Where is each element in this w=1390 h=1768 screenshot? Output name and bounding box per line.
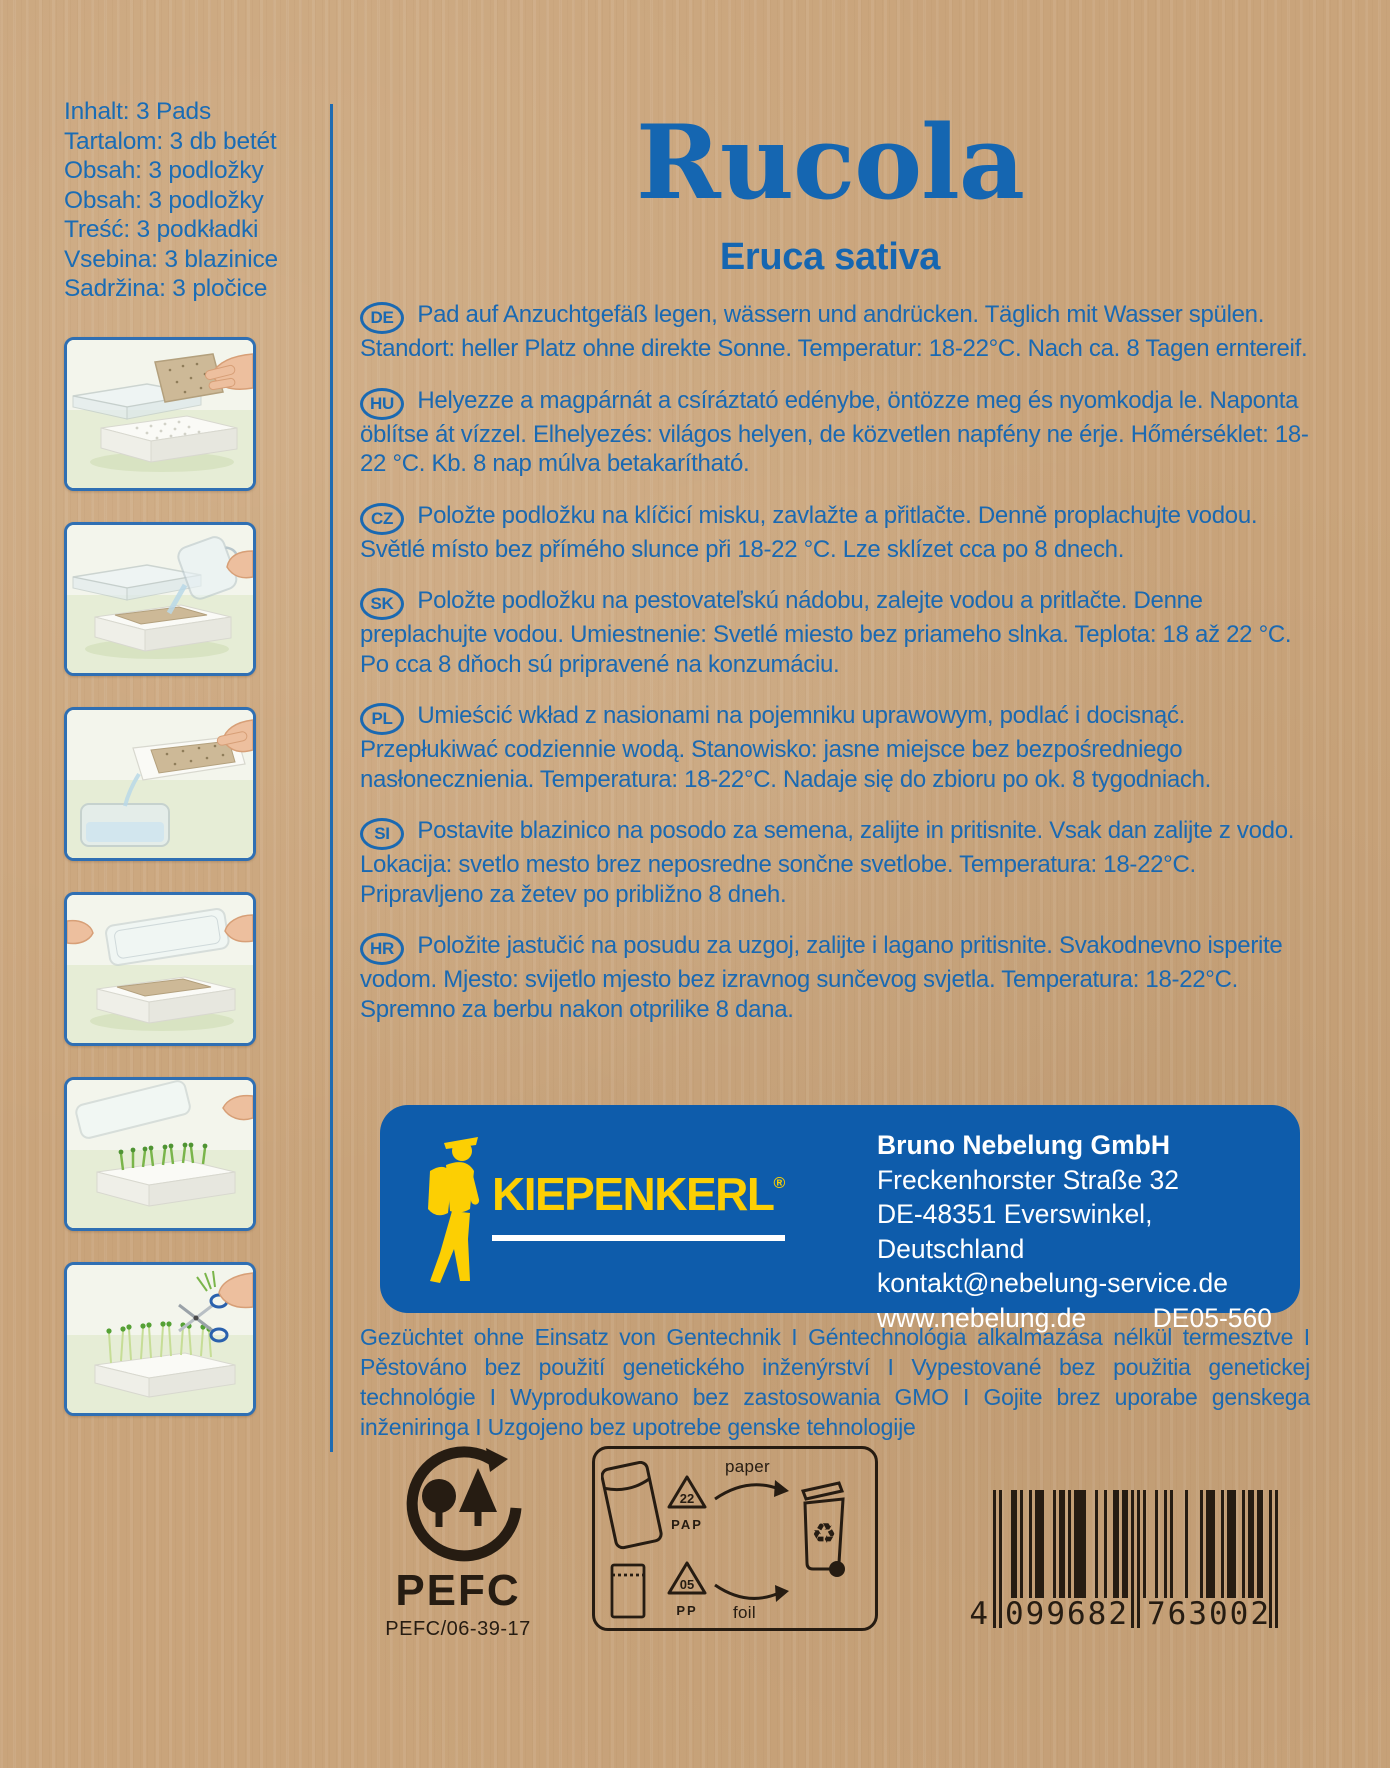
barcode-bar [1260, 1490, 1263, 1598]
foil-recycling-code: 05 [679, 1577, 695, 1592]
botanical-name: Eruca sativa [719, 236, 941, 278]
contents-item: Sadržina: 3 pločice [64, 275, 268, 302]
barcode-bar [1212, 1490, 1215, 1598]
barcode-bar [1164, 1490, 1167, 1598]
instruction-de: DE Pad auf Anzuchtgefäß legen, wässern und andrücken. Täglich mit Wasser spülen. Standort: heller Platz ohne direkte Sonne. Temperatur: 18-22°C. Nach ca. 8 Tagen erntereif. [360, 301, 1308, 362]
contents-item: Inhalt: 3 Pads [64, 98, 212, 125]
lang-badge-pl: PL [360, 703, 404, 735]
brand-name: KIEPENKERL [492, 1168, 774, 1220]
photo-step-4-cover-with-lid [64, 892, 256, 1046]
foil-material-code: PP [676, 1603, 698, 1618]
barcode-bar [1143, 1490, 1146, 1598]
kiepenkerl-figure-icon [416, 1131, 494, 1287]
lang-badge-hr: HR [360, 933, 404, 965]
recycling-triangle-pap-icon [665, 1473, 709, 1515]
barcode-bar [1275, 1490, 1278, 1628]
barcode-bar [1020, 1490, 1023, 1598]
barcode-bar [1185, 1490, 1188, 1598]
photo-step-6-harvest-with-scissors [64, 1262, 256, 1416]
lang-badge-cz: CZ [360, 503, 404, 535]
pefc-label: PEFC [395, 1566, 521, 1615]
website: www.nebelung.de [877, 1302, 1087, 1333]
contents-item: Obsah: 3 podložky [64, 157, 264, 184]
brand-panel [380, 1105, 1300, 1333]
recycle-glyph: ♻ [811, 1518, 837, 1549]
barcode-bar [1155, 1490, 1158, 1598]
ean-barcode [950, 1490, 1290, 1662]
barcode-bar [1029, 1490, 1032, 1598]
lid-illustration [67, 895, 253, 1043]
email: kontakt@nebelung-service.de [877, 1268, 1228, 1298]
contents-item: Vsebina: 3 blazinice [64, 245, 278, 273]
barcode-bar [1251, 1490, 1254, 1598]
pefc-code: PEFC/06-39-17 [385, 1618, 531, 1640]
registered-mark: ® [773, 1175, 786, 1192]
barcode-group2: 763002 [1147, 1596, 1271, 1632]
contents-item: Obsah: 3 podložky [64, 186, 264, 214]
foil-sachet-icon [609, 1559, 647, 1621]
contents-list [64, 97, 278, 304]
barcode-bar [1062, 1490, 1065, 1598]
instruction-sk: SK Položte podložku na pestovateľskú nádobu, zalejte vodou a pritlačte. Denne preplachujte vodou. Umiestnenie: Svetlé miesto bez priameho slnka. Teplota: 18 až 22 °C. Po cca 8 dňoch sú pripravené na konzumáciu. [360, 587, 1292, 678]
lang-badge-si: SI [360, 818, 404, 850]
instruction-hr: HR Položite jastučić na posudu za uzgoj, zalijte i lagano pritisnite. Svakodnevno isperite vodom. Mjesto: svijetlo mjesto bez izravnog sunčevog svjetla. Temperatura: 18-22°C. Spremno za berbu nakon otprilike 8 dana. [360, 932, 1283, 1023]
lang-badge-sk: SK [360, 588, 404, 620]
product-code: DE05-560 [1152, 1302, 1272, 1333]
instruction-si: SI Postavite blazinico na posodo za semena, zalijte in pritisnite. Vsak dan zalijte z vodo. Lokacija: svetlo mesto brez neposredne sončne svetlobe. Temperatura: 18-22°C. Pripravljeno za žetev po približno 8 dneh. [360, 817, 1295, 908]
recycling-triangle-pp-icon [665, 1559, 709, 1601]
foil-disposal-label: foil [733, 1603, 756, 1622]
lang-badge-de: DE [360, 302, 404, 334]
barcode-bar [1095, 1490, 1098, 1598]
paper-recycling-code: 22 [679, 1491, 695, 1506]
manufacturer-address [877, 1128, 1272, 1335]
draining-illustration [67, 710, 253, 858]
watering-illustration [67, 525, 253, 673]
vertical-divider [330, 104, 333, 1452]
instruction-hu: HU Helyezze a magpárnát a csíráztató edénybe, öntözze meg és nyomkodja le. Naponta öblítse át vízzel. Elhelyezés: világos helyen, de közvetlen napfény ne érje. Hőmérséklet: 18-22 °C. Kb. 8 nap múlva betakarítható. [360, 386, 1309, 477]
barcode-bar [1014, 1490, 1017, 1598]
contents-item: Tartalom: 3 db betét [64, 127, 277, 155]
barcode-bar [1116, 1490, 1119, 1598]
street: Freckenhorster Straße 32 [877, 1164, 1179, 1195]
city: DE-48351 Everswinkel, Deutschland [877, 1199, 1153, 1264]
barcode-bar [1233, 1490, 1236, 1598]
harvest-illustration [67, 1265, 253, 1413]
recycling-bin-icon [797, 1481, 853, 1579]
lang-badge-hu: HU [360, 388, 404, 420]
barcode-bar [1170, 1490, 1173, 1598]
barcode-bar [1242, 1490, 1245, 1598]
pefc-certification [383, 1446, 533, 1641]
barcode-bar [1083, 1490, 1086, 1598]
photo-step-1-place-seed-pad [64, 337, 256, 491]
instruction-cz: CZ Položte podložku na klíčicí misku, zavlažte a přitlačte. Denně proplachujte vodou. Světlé místo bez přímého slunce při 18-22 °C. Lze sklízet cca po 8 dnech. [360, 501, 1258, 563]
barcode-first-digit: 4 [969, 1596, 988, 1632]
gmo-free-note: Gezüchtet ohne Einsatz von Gentechnik I Géntechnológia alkalmazása nélkül termesztve I Pěstováno bez použití genetického inženýrství I Vypestované bez použitia genetickej technológie I Wyprodukowano bez zastosowania GMO I Gojite brez uporabe genskega inženiringa I Uzgojeno bez upotrebe genske tehnologije [360, 1324, 1310, 1440]
glass-bowl [81, 804, 169, 846]
instruction-pl: PL Umieścić wkład z nasionami na pojemniku uprawowym, podlać i docisnąć. Przepłukiwać codziennie wodą. Stanowisko: jasne miejsce bez bezpośredniego nasłonecznienia. Temperatura: 18-22°C. Nadaje się do zbioru po ok. 8 tygodniach. [360, 702, 1212, 793]
pefc-logo-icon [392, 1446, 524, 1564]
barcode-bar [1200, 1490, 1203, 1598]
photo-step-2-water-pad [64, 522, 256, 676]
barcode-bar [1137, 1490, 1140, 1628]
barcode-bar [1125, 1490, 1128, 1598]
barcode-bar [993, 1490, 996, 1628]
place-seed-pad-illustration [67, 340, 253, 488]
barcode-bar [1104, 1490, 1107, 1598]
photo-step-3-drain-water [64, 707, 256, 861]
barcode-bar [1053, 1490, 1056, 1598]
barcode-bar [1041, 1490, 1044, 1598]
photo-step-5-sprouts-under-cover [64, 1077, 256, 1231]
instructions-block [360, 300, 1310, 1046]
barcode-group1: 099682 [1005, 1596, 1129, 1632]
contents-item: Treść: 3 podkładki [64, 216, 259, 243]
barcode-bar [1068, 1490, 1071, 1598]
barcode-bar [1221, 1490, 1224, 1598]
sprouts-illustration [67, 1080, 253, 1228]
paper-packet-icon [601, 1461, 663, 1553]
product-title: Rucola [636, 103, 1024, 223]
brand-wordmark [492, 1167, 785, 1241]
disposal-info-box [592, 1446, 878, 1631]
paper-arrow-icon [713, 1475, 793, 1507]
paper-material-code: PAP [671, 1517, 703, 1532]
company-name: Bruno Nebelung GmbH [877, 1130, 1170, 1160]
paper-disposal-label: paper [725, 1457, 770, 1476]
